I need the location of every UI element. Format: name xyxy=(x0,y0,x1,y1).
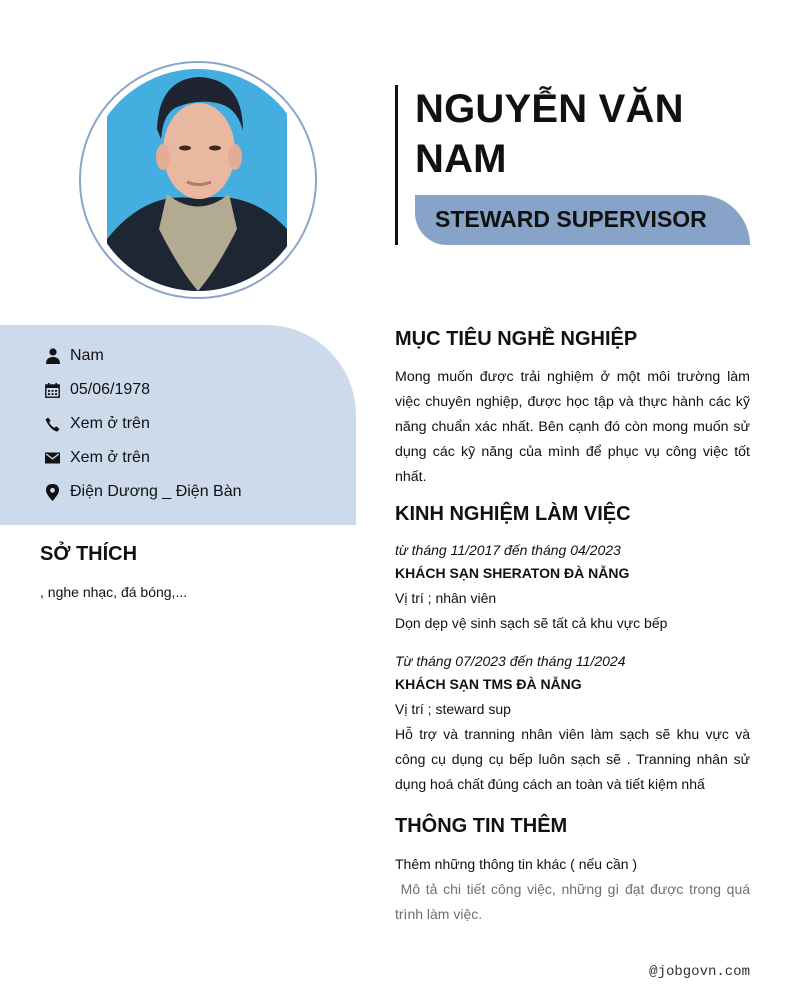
candidate-name: NGUYỄN VĂN NAM xyxy=(415,87,684,181)
job-title: STEWARD SUPERVISOR xyxy=(435,206,707,232)
experience-period: Từ tháng 07/2023 đến tháng 11/2024 xyxy=(395,653,626,669)
experience-company: KHÁCH SẠN TMS ĐÀ NẴNG xyxy=(395,676,582,692)
career-objective-heading: MỤC TIÊU NGHỀ NGHIỆP xyxy=(395,328,638,350)
additional-info-heading: THÔNG TIN THÊM xyxy=(395,815,568,837)
calendar-icon xyxy=(44,382,61,399)
career-objective-text: Mong muốn được trải nghiệm ở một môi trường làm việc chuyên nghiệp, được học tập và thực hành các kỹ năng chuẩn xác nhất. Bên cạnh đó còn mong muốn sử dụng các kỹ năng của mình để phục vụ công việc tốt nhất. xyxy=(395,369,750,485)
location-pin-icon xyxy=(44,484,61,501)
additional-info-text: Mô tả chi tiết công việc, những gì đạt được trong quá trình làm việc. xyxy=(395,881,754,922)
info-birthdate xyxy=(44,379,150,401)
info-email xyxy=(44,447,150,469)
portrait-photo xyxy=(87,69,309,291)
hobbies-text: , nghe nhạc, đá bóng,... xyxy=(40,584,188,600)
address-text: Điện Dương _ Điện Bàn xyxy=(70,483,242,500)
experience-heading: KINH NGHIỆM LÀM VIỆC xyxy=(395,503,631,525)
info-address xyxy=(44,481,242,503)
watermark: @jobgovn.com xyxy=(649,964,750,980)
mail-icon xyxy=(44,450,61,467)
experience-position: Vị trí ; steward sup xyxy=(395,701,511,717)
additional-info-subtitle: Thêm những thông tin khác ( nếu cần ) xyxy=(395,856,638,872)
info-gender xyxy=(44,345,104,367)
phone-icon xyxy=(44,416,61,433)
hobbies-heading: SỞ THÍCH xyxy=(40,543,138,565)
gender-text: Nam xyxy=(70,347,104,364)
birthdate-text: 05/06/1978 xyxy=(70,381,151,398)
avatar xyxy=(87,69,309,291)
info-phone xyxy=(44,413,150,435)
experience-company: KHÁCH SẠN SHERATON ĐÀ NẴNG xyxy=(395,565,630,581)
person-icon xyxy=(44,348,61,365)
header-divider-line xyxy=(395,85,398,245)
experience-position: Vị trí ; nhân viên xyxy=(395,590,497,606)
phone-text: Xem ở trên xyxy=(70,415,150,432)
job-title-badge xyxy=(415,195,750,245)
experience-description: Hỗ trợ và tranning nhân viên làm sạch sẽ khu vực và công cụ dụng cụ bếp luôn sạch sẽ . Tranning nhân sử dụng hoá chất đúng cách an toàn và tiết kiệm nhấ xyxy=(395,726,750,792)
experience-period: từ tháng 11/2017 đến tháng 04/2023 xyxy=(395,542,621,558)
email-text: Xem ở trên xyxy=(70,449,150,466)
experience-description: Dọn dẹp vệ sinh sạch sẽ tất cả khu vực bếp xyxy=(395,615,668,631)
